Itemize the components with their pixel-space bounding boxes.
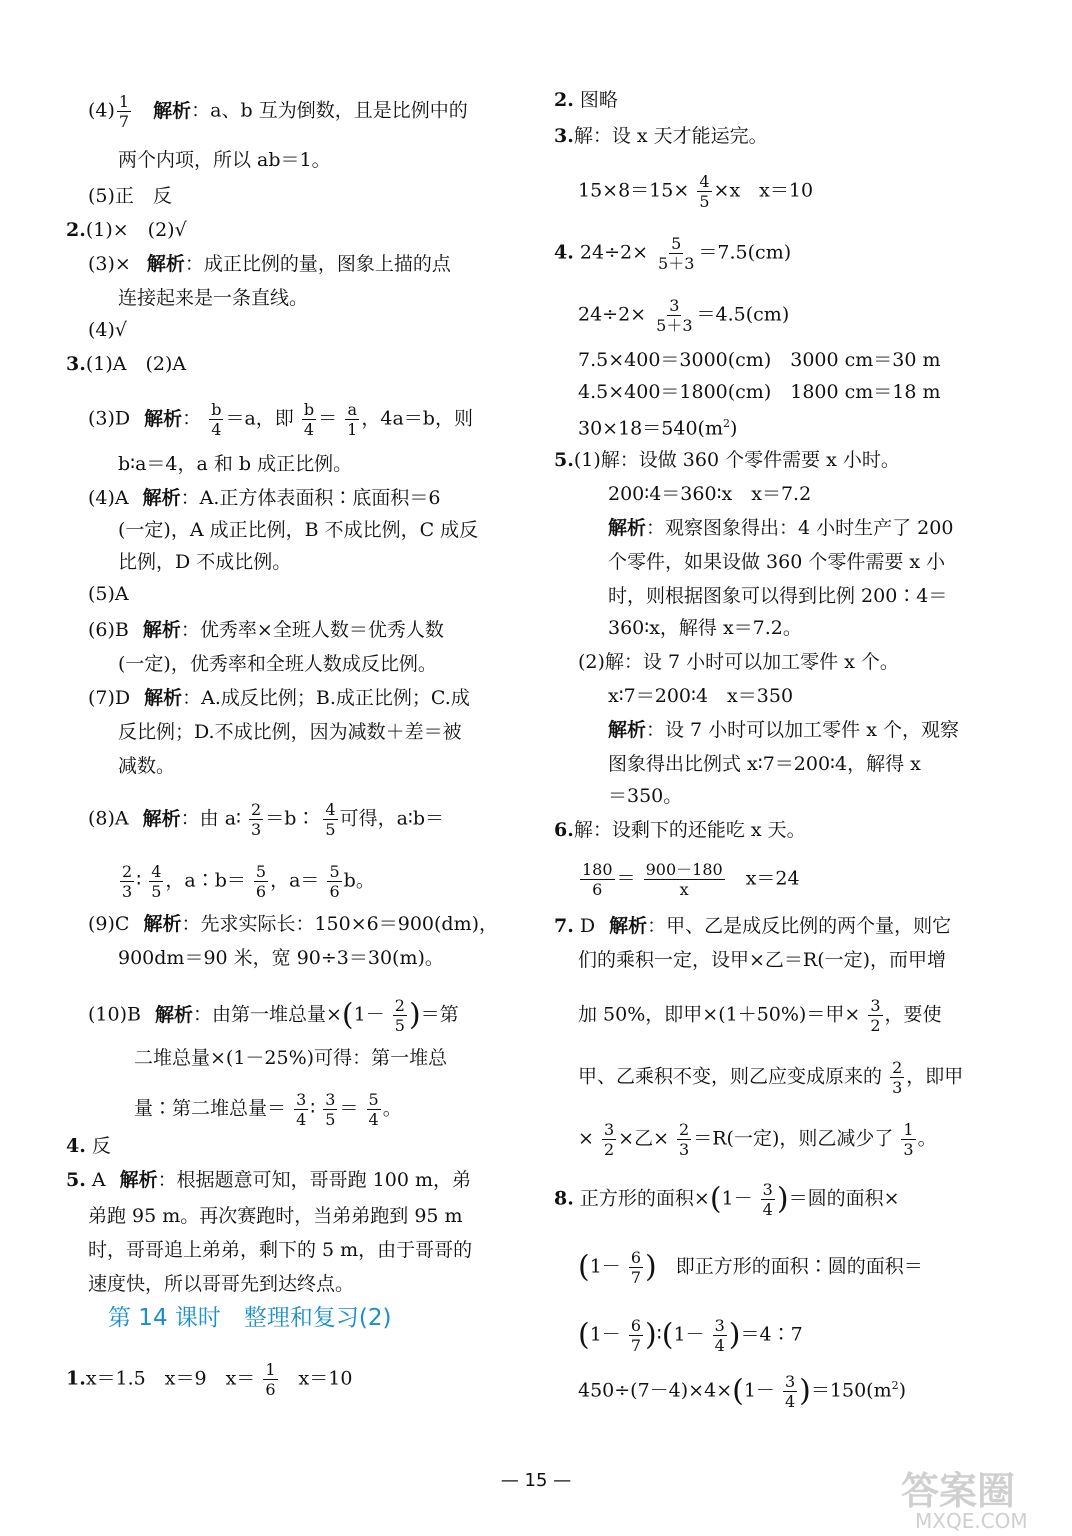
r-answer-8-l3: (1－ $\frac{6}{7}$ )∶(1－ $\frac{3}{4}$ )＝4∶7: [578, 1316, 803, 1355]
answer-3-7-l3: 减数。: [118, 755, 176, 777]
r-answer-5-2-analysis: 解析：设 7 小时可以加工零件 x 个，观察: [608, 719, 959, 741]
r-answer-6-eq: $\frac{180}{6}$ ＝ $\frac{900-180}{x}$ x＝24: [582, 860, 800, 899]
r-answer-5-1-analysis: 解析：观察图象得出：4 小时生产了 200: [608, 517, 954, 539]
r-answer-3: 3.解：设 x 天才能运完。: [554, 125, 768, 147]
r-answer-4-l2: 24÷2× $\frac{3}{5+3}$ ＝4.5(cm): [578, 296, 790, 335]
answer-3-4: (4)A 解析：A.正方体表面积∶底面积＝6: [88, 487, 441, 509]
r-answer-5-1-eq: 200∶4＝360∶x x＝7.2: [608, 483, 812, 505]
answer-3-10-l3: 量∶第二堆总量＝ $\frac{3}{4}$ ∶ $\frac{3}{5}$ ＝ $\frac{5}{4}$ 。: [134, 1090, 402, 1129]
answer-5-l3: 时，哥哥追上弟弟，剩下的 5 m，由于哥哥的: [88, 1239, 473, 1261]
answer-5: 5. A 解析：根据题意可知，哥哥跑 100 m，弟: [66, 1169, 472, 1191]
r-answer-5-1-l2: 个零件，如果设做 360 个零件需要 x 小: [608, 551, 946, 573]
answer-3-10-l2: 二堆总量×(1－25%)可得：第一堆总: [134, 1047, 448, 1069]
r-answer-5-2-l3: ＝350。: [608, 785, 683, 807]
answer-5-l2: 弟跑 95 m。再次赛跑时，当弟弟跑到 95 m: [88, 1205, 463, 1227]
answer-3-3-cont: b∶a＝4，a 和 b 成正比例。: [118, 453, 353, 475]
r-answer-7-l2: 们的乘积一定，设甲×乙＝R(一定)，而甲增: [578, 949, 947, 971]
r-answer-4-l1: 4. 24÷2× $\frac{5}{5+3}$ ＝7.5(cm): [554, 234, 792, 273]
answer-3-5: (5)A: [88, 583, 129, 605]
r-answer-8-l4: 450÷(7－4)×4×(1－ $\frac{3}{4}$ )$=150(m^2)$: [578, 1372, 907, 1411]
answer-2-3: (3)× 解析：成正比例的量，图象上描的点: [88, 253, 451, 275]
answer-3-7-l2: 反比例；D.不成比例，因为减数＋差＝被: [118, 721, 462, 743]
answer-2-1: 2.(1)× (2)√: [66, 219, 187, 241]
answer-1-section2: 1.x＝1.5 x＝9 x＝ $\frac{1}{6}$ x＝10: [66, 1360, 353, 1399]
r-answer-4-l3: 7.5×400＝3000(cm) 3000 cm＝30 m: [578, 349, 941, 371]
watermark-sub: MXQE.COM: [915, 1509, 1028, 1532]
answer-3-6-l2: (一定)，优秀率和全班人数成反比例。: [118, 653, 437, 675]
answer-3-7: (7)D 解析：A.成反比例；B.成正比例；C.成: [88, 687, 470, 709]
fraction: $\frac{1}{7}$: [118, 92, 130, 131]
r-answer-4-l4: 4.5×400＝1800(cm) 1800 cm＝18 m: [578, 381, 941, 403]
r-answer-5-2-eq: x∶7＝200∶4 x＝350: [608, 685, 794, 707]
answer-1-5: (5)正 反: [88, 185, 172, 207]
answer-3-3: (3)D 解析： $\frac{b}{4}$ ＝a，即 $\frac{b}{4}$ ＝ $\frac{a}{1}$ ，4a＝b，则: [88, 400, 473, 439]
answer-3-4-l2: (一定)，A 成正比例，B 不成比例，C 成反: [118, 519, 479, 541]
answer-2-3-cont: 连接起来是一条直线。: [118, 287, 309, 309]
page-number: — 15 —: [500, 1470, 572, 1491]
r-answer-7-l5: × $\frac{3}{2}$ ×乙× $\frac{2}{3}$ ＝R(一定)，则乙减少了 $\frac{1}{3}$ 。: [578, 1120, 937, 1159]
r-answer-5-1-l3: 时，则根据图象可以得到比例 200∶4＝: [608, 585, 948, 607]
answer-3-9: (9)C 解析：先求实际长：150×6＝900(dm)，: [88, 913, 499, 935]
answer-4: 4. 反: [66, 1135, 111, 1157]
answer-3-10: (10)B 解析：由第一堆总量×(1－ $\frac{2}{5}$ )＝第: [88, 996, 459, 1035]
answer-1-4-cont: 两个内项，所以 ab＝1。: [118, 149, 331, 171]
r-answer-6: 6.解：设剩下的还能吃 x 天。: [554, 819, 806, 841]
r-answer-5-2: (2)解：设 7 小时可以加工零件 x 个。: [578, 651, 899, 673]
r-answer-8-l2: (1－ $\frac{6}{7}$ ) 即正方形的面积∶圆的面积＝: [578, 1248, 923, 1287]
answer-3-8: (8)A 解析：由 a∶ $\frac{2}{3}$ ＝b∶ $\frac{4}{5}$ 可得，a∶b＝: [88, 800, 445, 839]
answer-5-l4: 速度快，所以哥哥先到达终点。: [88, 1273, 355, 1295]
r-answer-2: 2. 图略: [554, 89, 618, 111]
r-answer-5-2-l2: 图象得出比例式 x∶7＝200∶4，解得 x: [608, 753, 921, 775]
answer-3-8-l2: $\frac{2}{3}$ ∶ $\frac{4}{5}$ ，a∶b＝ $\frac{5}{6}$ ，a＝ $\frac{5}{6}$ b。: [122, 862, 375, 901]
section-heading: 第 14 课时 整理和复习(2): [108, 1305, 392, 1331]
answer-3-4-l3: 比例，D 不成比例。: [118, 551, 292, 573]
watermark-text: 答案圈: [901, 1469, 1016, 1513]
r-answer-7-l3: 加 50%，即甲×(1＋50%)＝甲× $\frac{3}{2}$ ，要使: [578, 996, 942, 1035]
r-answer-7-l4: 甲、乙乘积不变，则乙应变成原来的 $\frac{2}{3}$ ，即甲: [578, 1058, 964, 1097]
r-answer-5-1: 5.(1)解：设做 360 个零件需要 x 小时。: [554, 449, 900, 471]
answer-3-1: 3.(1)A (2)A: [66, 353, 187, 375]
r-answer-7: 7. D 解析：甲、乙是成反比例的两个量，则它: [554, 915, 952, 937]
answer-3-9-l2: 900dm＝90 米，宽 90÷3＝30(m)。: [118, 947, 444, 969]
watermark-logo: [895, 1460, 1065, 1532]
r-answer-5-1-l4: 360∶x，解得 x＝7.2。: [608, 617, 802, 639]
r-answer-4-l5: $30\times 18=540(m^2)$: [578, 417, 738, 440]
answer-1-4: (4) $\frac{1}{7}$ 解析：a、b 互为倒数，且是比例中的: [88, 92, 468, 131]
answer-2-4: (4)√: [88, 319, 128, 341]
r-answer-3-eq: 15×8＝15× $\frac{4}{5}$ ×x x＝10: [578, 172, 814, 211]
r-answer-8-l1: 8. 正方形的面积×(1－ $\frac{3}{4}$ )＝圆的面积×: [554, 1180, 900, 1219]
answer-3-6: (6)B 解析：优秀率×全班人数＝优秀人数: [88, 619, 444, 641]
